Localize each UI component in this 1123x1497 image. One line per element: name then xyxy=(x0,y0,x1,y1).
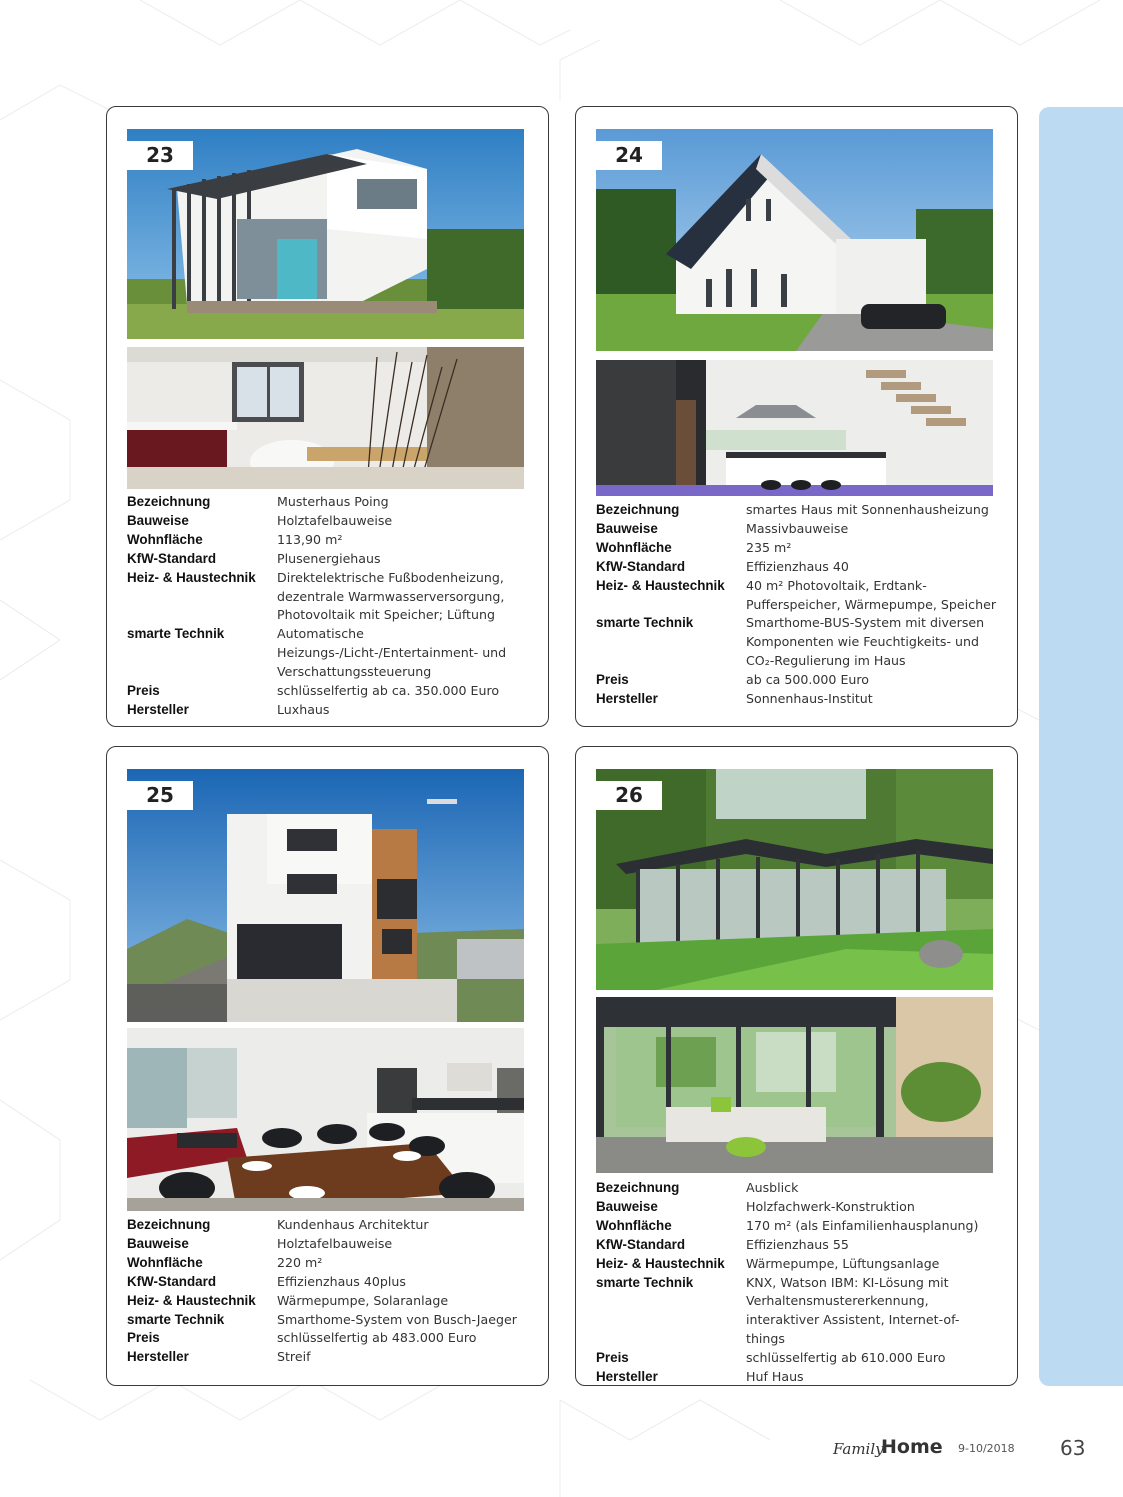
spec-value: Holztafelbauweise xyxy=(277,1235,393,1251)
spec-value: 170 m² (als Einfamilienhausplanung) xyxy=(746,1217,979,1233)
spec-key: Wohnfläche xyxy=(127,1254,203,1270)
spec-row xyxy=(596,614,996,671)
spec-key: Bezeichnung xyxy=(127,494,211,509)
spec-value: Plusenergiehaus xyxy=(277,550,381,566)
spec-row xyxy=(596,577,996,615)
spec-row xyxy=(596,1198,996,1217)
spec-row xyxy=(596,690,996,709)
spec-row xyxy=(127,493,527,512)
spec-row xyxy=(127,550,527,569)
house-card-24 xyxy=(575,106,1018,727)
spec-row xyxy=(596,671,996,690)
spec-row xyxy=(596,1179,996,1198)
spec-table-24 xyxy=(596,501,996,709)
spec-key: smarte Technik xyxy=(127,626,225,642)
spec-key: Hersteller xyxy=(596,1369,658,1385)
spec-value: Streif xyxy=(277,1349,311,1365)
spec-row xyxy=(596,558,996,577)
spec-row xyxy=(127,701,527,720)
spec-row xyxy=(596,1349,996,1368)
spec-key: KfW-Standard xyxy=(127,1273,216,1289)
spec-key: Wohnfläche xyxy=(127,531,203,547)
spec-key: Hersteller xyxy=(596,691,658,707)
spec-row xyxy=(127,1216,527,1235)
spec-key: KfW-Standard xyxy=(596,558,685,574)
spec-row xyxy=(596,539,996,558)
magazine-logo-home: Home xyxy=(881,1436,943,1458)
spec-value: Wärmepumpe, Solaranlage xyxy=(277,1292,449,1308)
spec-key: Heiz- & Haustechnik xyxy=(127,1292,256,1308)
spec-table-23 xyxy=(127,493,527,720)
spec-key: Preis xyxy=(596,1350,629,1366)
living-room-photo-26 xyxy=(596,997,993,1173)
spec-row xyxy=(596,1217,996,1236)
spec-value: Kundenhaus Architektur xyxy=(277,1217,429,1232)
exterior-photo-23 xyxy=(127,129,524,339)
spec-value: Huf Haus xyxy=(746,1369,804,1385)
spec-value: Smarthome-BUS-System mit diversen Komponenten wie Feuchtigkeits- und CO₂-Regulierung im Haus xyxy=(746,615,985,669)
spec-key: KfW-Standard xyxy=(127,550,216,566)
spec-row xyxy=(127,625,527,682)
spec-value: Wärmepumpe, Lüftungsanlage xyxy=(746,1255,940,1271)
spec-row xyxy=(596,520,996,539)
spec-value: Effizienzhaus 40 xyxy=(746,558,849,574)
spec-value: 40 m² Photovoltaik, Erdtank-Pufferspeicher, Wärmepumpe, Speicher xyxy=(746,577,996,612)
house-card-25 xyxy=(106,746,549,1386)
spec-row xyxy=(596,1368,996,1387)
spec-value: KNX, Watson IBM: KI-Lösung mit Verhaltensmustererkennung, interaktiver Assistent, Internet-of-things xyxy=(746,1274,960,1347)
spec-key: Preis xyxy=(596,672,629,688)
spec-row xyxy=(127,1292,527,1311)
spec-value: Effizienzhaus 40plus xyxy=(277,1273,406,1289)
spec-row xyxy=(596,1255,996,1274)
spec-row xyxy=(127,1254,527,1273)
spec-key: Bauweise xyxy=(127,512,189,528)
spec-row xyxy=(127,682,527,701)
spec-key: Bezeichnung xyxy=(127,1217,211,1232)
spec-table-25 xyxy=(127,1216,527,1367)
spec-key: Wohnfläche xyxy=(596,539,672,555)
house-number-badge: 23 xyxy=(127,141,193,170)
spec-key: Bezeichnung xyxy=(596,502,680,517)
spec-key: smarte Technik xyxy=(596,1274,694,1290)
spec-value: Automatische Heizungs-/Licht-/Entertainment- und Verschattungssteuerung xyxy=(277,626,507,680)
spec-value: schlüsselfertig ab 483.000 Euro xyxy=(277,1330,477,1346)
spec-row xyxy=(127,1273,527,1292)
spec-value: 235 m² xyxy=(746,539,792,555)
spec-key: smarte Technik xyxy=(127,1311,225,1327)
exterior-photo-24 xyxy=(596,129,993,351)
spec-table-26 xyxy=(596,1179,996,1387)
side-color-bar xyxy=(1039,107,1123,1386)
spec-value: smartes Haus mit Sonnenhausheizung xyxy=(746,502,989,517)
spec-key: Hersteller xyxy=(127,701,189,717)
spec-value: 220 m² xyxy=(277,1254,323,1270)
house-card-26 xyxy=(575,746,1018,1386)
spec-key: Bauweise xyxy=(127,1235,189,1251)
exterior-photo-26 xyxy=(596,769,993,990)
spec-key: KfW-Standard xyxy=(596,1236,685,1252)
spec-row xyxy=(127,512,527,531)
kitchen-photo-24 xyxy=(596,360,993,496)
spec-key: Wohnfläche xyxy=(596,1217,672,1233)
page-number: 63 xyxy=(1060,1436,1086,1460)
house-number-badge: 24 xyxy=(596,141,662,170)
spec-key: Bauweise xyxy=(596,520,658,536)
spec-key: Heiz- & Haustechnik xyxy=(127,569,256,585)
spec-row xyxy=(127,1235,527,1254)
spec-value: ab ca 500.000 Euro xyxy=(746,672,869,688)
spec-row xyxy=(127,1329,527,1348)
living-dining-photo-25 xyxy=(127,1028,524,1211)
spec-row xyxy=(127,531,527,550)
exterior-photo-25 xyxy=(127,769,524,1022)
house-card-23 xyxy=(106,106,549,727)
spec-value: Effizienzhaus 55 xyxy=(746,1236,849,1252)
spec-key: Heiz- & Haustechnik xyxy=(596,1255,725,1271)
spec-row xyxy=(596,501,996,520)
spec-row xyxy=(596,1274,996,1350)
spec-key: Preis xyxy=(127,683,160,699)
spec-row xyxy=(596,1236,996,1255)
spec-key: Preis xyxy=(127,1330,160,1346)
spec-key: smarte Technik xyxy=(596,615,694,631)
house-number-badge: 25 xyxy=(127,781,193,810)
spec-key: Bezeichnung xyxy=(596,1180,680,1195)
issue-date: 9-10/2018 xyxy=(958,1442,1015,1455)
spec-value: Holzfachwerk-Konstruktion xyxy=(746,1198,915,1214)
spec-value: 113,90 m² xyxy=(277,531,343,547)
spec-row xyxy=(127,569,527,626)
spec-value: Ausblick xyxy=(746,1180,799,1195)
spec-value: Holztafelbauweise xyxy=(277,512,393,528)
spec-value: Luxhaus xyxy=(277,701,330,717)
spec-value: Smarthome-System von Busch-Jaeger xyxy=(277,1311,517,1327)
house-number-badge: 26 xyxy=(596,781,662,810)
bathroom-photo-23 xyxy=(127,347,524,489)
spec-key: Bauweise xyxy=(596,1198,658,1214)
spec-value: schlüsselfertig ab ca. 350.000 Euro xyxy=(277,683,500,699)
spec-value: Direktelektrische Fußbodenheizung, dezentrale Warmwasserversorgung, Photovoltaik mit Speicher; Lüftung xyxy=(277,569,505,623)
spec-value: schlüsselfertig ab 610.000 Euro xyxy=(746,1350,946,1366)
spec-value: Massivbauweise xyxy=(746,520,849,536)
spec-key: Heiz- & Haustechnik xyxy=(596,577,725,593)
spec-row xyxy=(127,1311,527,1330)
spec-row xyxy=(127,1348,527,1367)
spec-key: Hersteller xyxy=(127,1349,189,1365)
spec-value: Sonnenhaus-Institut xyxy=(746,691,873,707)
spec-value: Musterhaus Poing xyxy=(277,494,389,509)
magazine-logo-family: Family xyxy=(833,1440,884,1458)
